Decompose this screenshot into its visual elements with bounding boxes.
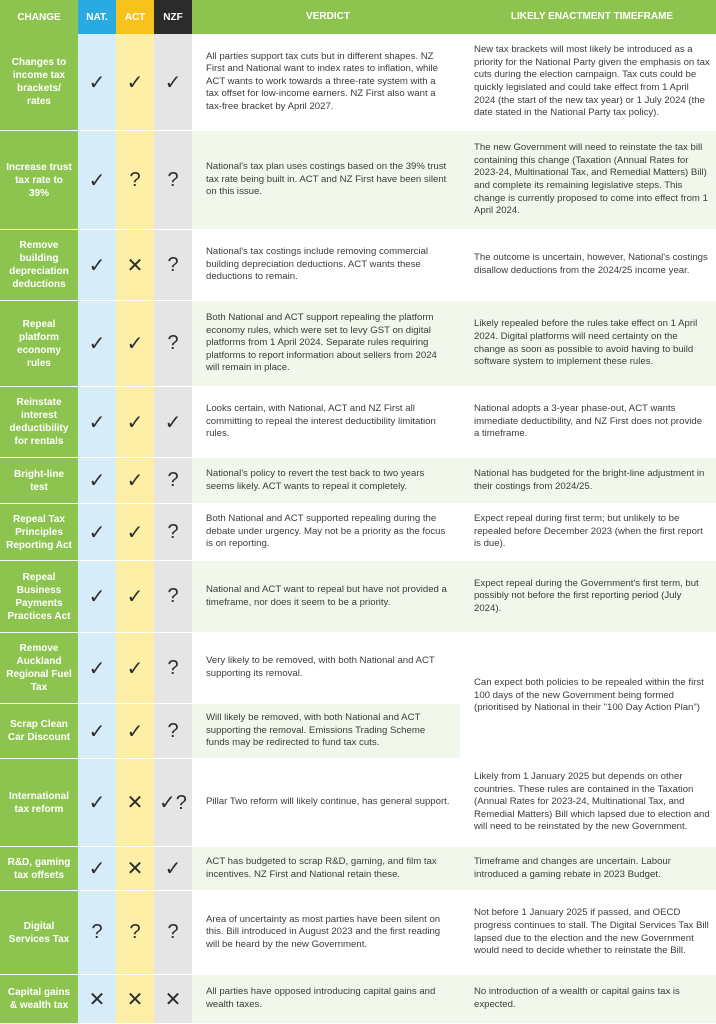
timeframe-text: Expect repeal during the Government's first term, but possibly not before the first reporting period (July 2024). [460, 561, 716, 633]
nat-mark: ✓ [78, 34, 116, 131]
change-label: Changes to income tax brackets/ rates [0, 34, 78, 131]
verdict-text: All parties have opposed introducing capital gains and wealth taxes. [192, 975, 460, 1024]
nat-mark: ✓ [78, 704, 116, 759]
nat-mark: ✓ [78, 561, 116, 633]
nzf-mark: ? [154, 633, 192, 704]
nzf-mark: ✓ [154, 847, 192, 891]
act-mark: ✓ [116, 633, 154, 704]
timeframe-text: Timeframe and changes are uncertain. Labour introduced a gaming rebate in 2023 Budget. [460, 847, 716, 891]
change-label: Repeal Tax Principles Reporting Act [0, 504, 78, 561]
change-label: International tax reform [0, 759, 78, 847]
timeframe-text: Likely from 1 January 2025 but depends on other countries. These rules are contained in the Taxation (Annual Rates for 2023-24, Multinational Tax, and Remedial Matters) Bill which lapsed due to election and will need to be reinstated by the new Government. [460, 759, 716, 847]
nzf-mark: ✕ [154, 975, 192, 1024]
act-mark: ? [116, 891, 154, 975]
nat-mark: ? [78, 891, 116, 975]
verdict-text: Both National and ACT supported repealing during the debate under urgency. May not be a priority as the focus is on reporting. [192, 504, 460, 561]
nzf-mark: ? [154, 301, 192, 387]
change-label: Remove Auckland Regional Fuel Tax [0, 633, 78, 704]
timeframe-text: Expect repeal during first term; but unlikely to be repealed before December 2023 (when the first report is due). [460, 504, 716, 561]
change-label: Capital gains & wealth tax [0, 975, 78, 1024]
table-row [0, 891, 716, 975]
nzf-mark: ? [154, 504, 192, 561]
table-row [0, 458, 716, 504]
nat-mark: ✓ [78, 633, 116, 704]
act-mark: ✕ [116, 975, 154, 1024]
change-label: Increase trust tax rate to 39% [0, 131, 78, 230]
timeframe-text: Likely repealed before the rules take effect on 1 April 2024. Digital platforms will need certainty on the change as soon as possible to avoid having to build software system to implement these rules. [460, 301, 716, 387]
verdict-text: National's policy to revert the test back to two years seems likely. ACT wants to repeal it completely. [192, 458, 460, 504]
merged-timeframe-text: Can expect both policies to be repealed within the first 100 days of the new Government being formed (prioritised by National in their "100 Day Action Plan") [460, 633, 716, 759]
nat-mark: ✓ [78, 131, 116, 230]
table-row [0, 847, 716, 891]
nzf-mark: ? [154, 891, 192, 975]
table-row [0, 301, 716, 387]
table-row [0, 230, 716, 301]
nzf-mark: ? [154, 458, 192, 504]
timeframe-text: Not before 1 January 2025 if passed, and OECD progress continues to stall. The Digital Services Tax Bill lapsed due to the election and the new Government would need to decide whether to reinstate the Bill. [460, 891, 716, 975]
table-row [0, 759, 716, 847]
act-mark: ? [116, 131, 154, 230]
timeframe-text: National adopts a 3-year phase-out, ACT wants immediate deductibility, and NZ First does not provide a timeframe. [460, 387, 716, 458]
nzf-mark: ✓ [154, 34, 192, 131]
timeframe-text: No introduction of a wealth or capital gains tax is expected. [460, 975, 716, 1024]
change-label: Digital Services Tax [0, 891, 78, 975]
table-row [0, 387, 716, 458]
nzf-mark: ? [154, 131, 192, 230]
act-mark: ✕ [116, 230, 154, 301]
header-verdict: VERDICT [192, 0, 460, 34]
verdict-text: Both National and ACT support repealing the platform economy rules, which were set to levy GST on digital platforms from 1 April 2024. Separate rules requiring platforms to report information about sellers from 2024 will remain in place. [192, 301, 460, 387]
nzf-mark: ? [154, 704, 192, 759]
table-row [0, 34, 716, 131]
nzf-mark: ✓? [154, 759, 192, 847]
change-label: Remove building depreciation deductions [0, 230, 78, 301]
act-mark: ✓ [116, 704, 154, 759]
table-row [0, 504, 716, 561]
verdict-text: Pillar Two reform will likely continue, has general support. [192, 759, 460, 847]
act-mark: ✓ [116, 34, 154, 131]
nat-mark: ✓ [78, 301, 116, 387]
header-nzf: NZF [154, 0, 192, 34]
nat-mark: ✓ [78, 759, 116, 847]
nat-mark: ✓ [78, 230, 116, 301]
verdict-text: National's tax costings include removing commercial building depreciation deductions. ACT wants these deductions to remain. [192, 230, 460, 301]
verdict-text: Area of uncertainty as most parties have been silent on this. Bill introduced in August 2023 and the first reading will be heard by the new Government. [192, 891, 460, 975]
table-row [0, 561, 716, 633]
act-mark: ✓ [116, 504, 154, 561]
change-label: Repeal Business Payments Practices Act [0, 561, 78, 633]
act-mark: ✓ [116, 458, 154, 504]
change-label: Bright-line test [0, 458, 78, 504]
nat-mark: ✓ [78, 458, 116, 504]
change-label: Reinstate interest deductibility for rentals [0, 387, 78, 458]
table-row [0, 975, 716, 1024]
change-label: Scrap Clean Car Discount [0, 704, 78, 759]
act-mark: ✓ [116, 301, 154, 387]
act-mark: ✕ [116, 847, 154, 891]
nzf-mark: ✓ [154, 387, 192, 458]
verdict-text: All parties support tax cuts but in different shapes. NZ First and National want to index rates to inflation, while ACT wants to work towards a three-rate system with a tax offset for low-income earners. NZ First also want a tax-free bracket by April 2027. [192, 34, 460, 131]
nzf-mark: ? [154, 561, 192, 633]
nzf-mark: ? [154, 230, 192, 301]
act-mark: ✓ [116, 387, 154, 458]
timeframe-text: National has budgeted for the bright-line adjustment in their costings from 2024/25. [460, 458, 716, 504]
verdict-text: National's tax plan uses costings based on the 39% trust tax rate being built in. ACT and NZ First have been silent on this issue. [192, 131, 460, 230]
timeframe-text: The new Government will need to reinstate the tax bill containing this change (Taxation (Annual Rates for 2023-24, Multinational Tax, and Remedial Matters) Bill) and complete its remaining legislative steps. This change is currently proposed to come into effect from 1 April 2024. [460, 131, 716, 230]
nat-mark: ✕ [78, 975, 116, 1024]
act-mark: ✕ [116, 759, 154, 847]
verdict-text: ACT has budgeted to scrap R&D, gaming, and film tax incentives. NZ First and National retain these. [192, 847, 460, 891]
change-label: Repeal platform economy rules [0, 301, 78, 387]
verdict-text: National and ACT want to repeal but have not provided a timeframe, nor does it seem to be a priority. [192, 561, 460, 633]
timeframe-text: New tax brackets will most likely be introduced as a priority for the National Party given the emphasis on tax cuts during the election campaign. Tax cuts could be quickly legislated and could take effect from 1 April 2024 (the start of the new tax year) or 1 July 2024 (the date stated in the National Party tax policy). [460, 34, 716, 131]
nat-mark: ✓ [78, 504, 116, 561]
timeframe-text: The outcome is uncertain, however, National's costings disallow deductions from the 2024/25 income year. [460, 230, 716, 301]
table-row [0, 131, 716, 230]
nat-mark: ✓ [78, 847, 116, 891]
header-nat: NAT. [78, 0, 116, 34]
header-change: CHANGE [0, 0, 78, 34]
header-timeframe: LIKELY ENACTMENT TIMEFRAME [460, 0, 716, 34]
verdict-text: Looks certain, with National, ACT and NZ First all committing to repeal the interest deductibility limitation rules. [192, 387, 460, 458]
verdict-text: Will likely be removed, with both National and ACT supporting the removal. Emissions Trading Scheme funds may be redirected to fund tax cuts. [192, 704, 460, 759]
verdict-text: Very likely to be removed, with both National and ACT supporting its removal. [192, 633, 460, 704]
nat-mark: ✓ [78, 387, 116, 458]
table-header [0, 0, 716, 34]
act-mark: ✓ [116, 561, 154, 633]
change-label: R&D, gaming tax offsets [0, 847, 78, 891]
header-act: ACT [116, 0, 154, 34]
